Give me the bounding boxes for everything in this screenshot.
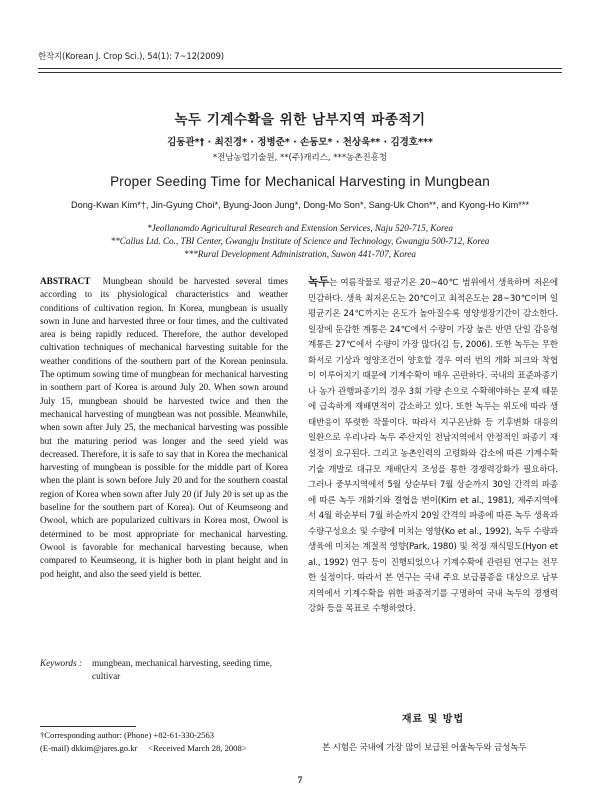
- header-rule-thin: [38, 72, 562, 73]
- journal-reference: 한작지(Korean J. Crop Sci.), 54(1): 7~12(2009): [38, 52, 224, 62]
- intro-text: 는 여름작물로 평균기온 20~40℃ 범위에서 생육하며 저온에 민감하다. 생육 최저온도는 20℃이고 최적온도는 28~30℃이며 일평균기온 24℃까지는 온도가 높아질수록 영양생장기간이 감소한다. 일장에 둔감한 계통은 24℃에서 수량이 가장 높은 반면 단일 감응형 계통은 27℃에서 수량이 가장 많다(김 등, 2006). 또한 녹두는 무한화서로 기상과 영양조건이 양호할 경우 여러 번의 개화 피크와 착협이 이루어지기 때문에 기계수확이 매우 곤란하다. 국내의 표준파종기나 농가 관행파종기의 경우 3회 가량 손으로 수확해야하는 문제 때문에 급속하게 재배면적이 감소하고 있다. 또한 녹두는 위도에 따라 생태반응이 뚜렷한 작물이다. 따라서 지구온난화 등 기후변화 대응의 일환으로 우리나라 녹두 주산지인 전남지역에서 안정적인 파종기 재설정이 요구된다. 그리고 농촌인력의 고령화와 감소에 따른 기계수확기술 개발로 대규모 재배단지 조성을 통한 경쟁력강화가 필요하다. 그러나 중부지역에서 5월 상순부터 7월 상순까지 30일 간격의 파종에 따른 녹두 개화기와 결협을 변이(Kim et al., 1981), 제주지역에서 4월 하순부터 7월 하순까지 20일 간격의 파종에 따른 녹두 생육과 수량구성요소 및 수량에 미치는 영향(Ko et al., 1992), 녹두 수량과 생육에 미치는 계절적 영향(Park, 1980) 및 적정 재식밀도(Hyon et al., 1992) 연구 등이 진행되었으나 기계수확에 관련된 연구는 전무한 실정이다. 따라서 본 연구는 국내 주요 보급품종을 대상으로 남부지역에서 기계수확을 위한 파종적기를 구명하여 국내 녹두의 경쟁력 강화 등을 목표로 수행하였다.: [308, 278, 558, 615]
- english-authors: Dong-Kwan Kim*†, Jin-Gyung Choi*, Byung-Joon Jung*, Dong-Mo Son*, Sang-Uk Chon**, and Kyong-Ho Kim***: [70, 200, 530, 210]
- affiliation-2: **Callus Ltd. Co., TBI Center, Gwangju Institute of Science and Technology, Gwangju 500-712, Korea: [110, 236, 490, 246]
- email-and-received: [40, 743, 290, 753]
- header-rule-thick: [38, 68, 562, 69]
- footnote-rule: [40, 726, 136, 727]
- korean-affiliations: *전남농업기술원, **(주)캐리스, ***농촌진흥청: [212, 153, 388, 163]
- received-date: <Received March 28, 2008>: [148, 743, 247, 753]
- methods-first-line: 본 시험은 국내에 가장 많이 보급된 어울녹두와 금성녹두: [322, 743, 527, 753]
- keywords-label: Keywords :: [40, 659, 83, 669]
- journal-header: [38, 50, 558, 66]
- email: (E-mail) dkkim@jares.go.kr: [40, 743, 138, 753]
- korean-authors: 김동관*† · 최진경* · 정병준* · 손동모* · 천상욱** · 김경호***: [167, 137, 433, 148]
- korean-title: 녹두 기계수확을 위한 남부지역 파종적기: [174, 112, 426, 128]
- introduction: [308, 274, 558, 618]
- affiliation-3: ***Rural Development Administration, Suwon 441-707, Korea: [184, 249, 416, 259]
- keywords-text: mungbean, mechanical harvesting, seeding time, cultivar: [92, 659, 273, 682]
- english-title: Proper Seeding Time for Mechanical Harvesting in Mungbean: [110, 174, 490, 189]
- section-heading-methods: 재료 및 방법: [401, 714, 465, 725]
- abstract-text: Mungbean should be harvested several times according to its physiological characteristics and weather conditions of cultivation region. In Korea, mungbean is usually sown in June and harvested three or four times, and the cultivated area is being rapidly reduced. Therefore, the author developed cultivation techniques of mechanical harvesting suitable for the weather conditions of the southern part of the Korean peninsula. The optimum sowing time of mungbean for mechanical harvesting in southern part of Korea is around July 20. When sown around July 15, mungbean should be harvested twice and then the mechanical harvesting of mungbean was not possible. Meanwhile, when sown after July 25, the mechanical harvesting was possible but the maturing period was longer and the seed yield was decreased. Therefore, it is safe to say that in Korea the mechanical harvesting of mungbean is possible for the middle part of Korea when the plant is sown before July 20 and for the southern coastal region of Korea when sown after July 20 (if July 20 is set up as the baseline for the southern part of Korea). Out of Keumseong and Owool, which are popularized cultivars in Korea most, Owool is determined to be most appropriate for mechanical harvesting. Owool is favorable for mechanical harvesting because, when compared to Keumseong, it is higher both in plant height and in pod height, and also the seed yield is better.: [40, 277, 288, 580]
- intro-lead-word: 녹두: [308, 275, 329, 288]
- affiliation-1: *Jeollanamdo Agricultural Research and Extension Services, Naju 520-715, Korea: [147, 223, 453, 233]
- page-number: 7: [297, 776, 303, 786]
- corresponding-author: †Corresponding author: (Phone) +82-61-330-2563: [40, 730, 215, 740]
- abstract: [40, 276, 288, 582]
- abstract-label: ABSTRACT: [40, 277, 91, 287]
